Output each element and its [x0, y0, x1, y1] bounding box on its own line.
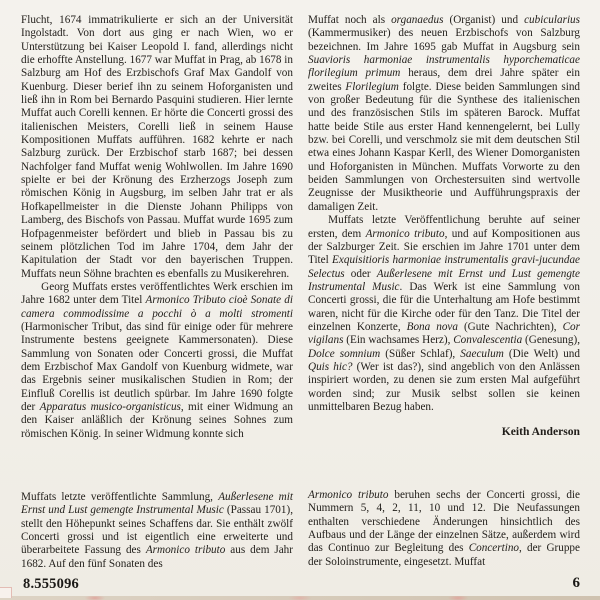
scan-edge-artifact — [0, 596, 600, 600]
paragraph-note-left: Muffats letzte veröffentlichte Sammlung, Außerlesene mit Ernst und Lust gemengte Instrumental Music (Passau 1701), stellt den Höhepunkt seines Schaffens dar. Sie enthält zwölf Concerti grossi und ist eigentlich eine erweiterte und überarbeitete Fassung des Armonico tributo aus dem Jahr 1682. Auf den fünf Sonaten des — [21, 491, 294, 570]
text-column-right — [308, 14, 580, 439]
page-number: 6 — [572, 575, 580, 591]
scan-corner-artifact — [0, 587, 12, 598]
catalog-number: 8.555096 — [23, 576, 79, 592]
paragraph-biography-continuation: Flucht, 1674 immatrikulierte er sich an der Universität Ingolstadt. Von dort aus ging er nach Wien, wo er Unterstützung bei Kaiser Leopold I. fand, allerdings nicht die erhoffte Anstellung. 1677 war Muffat in Prag, ab 1678 in Salzburg am Hof des Erzbischofs Graf Max Gandolf von Kuenburg. Dieser berief ihn zu seinem Hoforganisten und ließ ihn in Rom bei Bernardo Pasquini studieren. Hier lernte Muffat auch Corelli kennen. Er hörte die Concerti grossi des italienischen Meisters, Corelli ließ in seinem Hause Kompositionen Muffats aufführen. 1682 kehrte er nach Salzburg zurück. Der Erzbischof starb 1687; bei dessen Nachfolger fand Muffat wenig Wohlwollen. Im Jahre 1690 spielte er bei der Krönung des Erzherzogs Joseph zum römischen König in Augsburg, im selben Jahr trat er als Hofkapellmeister in die Dienste Johann Philipps von Lamberg, des Bischofs von Passau. Muffat wurde 1695 zum Hofpagenmeister befördert und blieb in Passau bis zu seinem plötzlichen Tod im Jahre 1704, dem Jahr der Kapitulation der Stadt vor den bayerischen Truppen. Muffats neun Söhne brachten es ebenfalls zu Musikerehren. — [21, 14, 293, 280]
author-signature: Keith Anderson — [501, 425, 580, 439]
paragraph-last-publication: Muffats letzte Veröffentlichung beruhte auf seiner ersten, dem Armonico tributo, und auf Kompositionen aus der Salzburger Zeit. Sie erschien im Jahre 1701 unter dem Titel Exquisitioris harmoniae instrumentalis gravi-jucundae Selectus oder Außerlesene mit Ernst und Lust gemengte Instrumental Music. Das Werk ist eine Sammlung von Concerti grossi, die für die Unterhaltung am Hofe bestimmt waren, nicht für die Kirche oder für den Tanz. Die Titel der einzelnen Konzerte, Bona nova (Gute Nachrichten), Cor vigilans (Ein wachsames Herz), Convalescentia (Genesung), Dolce somnium (Süßer Schlaf), Saeculum (Die Welt) und Quis hic? (Wer ist das?), sind angeblich von den Anlässen inspiriert worden, zu denen sie zum ersten Mal aufgeführt worden sind; zur Musik selbst sollen sie keinen unmittelbaren Bezug haben. — [308, 214, 581, 413]
text-column-left — [21, 14, 293, 441]
text-column-left-bottom — [21, 491, 293, 571]
text-column-right-bottom — [308, 489, 580, 569]
paragraph-florilegium: Muffat noch als organaedus (Organist) und cubicularius (Kammermusiker) des neuen Erzbischofs von Salzburg bezeichnen. Im Jahre 1695 gab Muffat in Augsburg sein Suavioris harmoniae instrumentalis hyporchematicae florilegium primum heraus, dem drei Jahre später ein zweites Florilegium folgte. Diese beiden Sammlungen sind von großer Bedeutung für die Synthese des italienischen und des französischen Stils im späteren Barock. Muffat hatte beide Stile aus erster Hand kennengelernt, bei Lully bzw. bei Corelli, und verschmolz sie mit dem deutschen Stil etwa eines Johann Kaspar Kerll, des Wiener Domorganisten und Hoforganisten in München. Muffats Vorworte zu den beiden Sammlungen von Orchestersuiten sind wertvolle Zeugnisse der Musiktheorie und Aufführungspraxis der damaligen Zeit. — [308, 14, 581, 213]
paragraph-armonico-tributo: Georg Muffats erstes veröffentlichtes Werk erschien im Jahre 1682 unter dem Titel Armonico Tributo cioè Sonate di camera commodissime a pocchi ò a molti stromenti (Harmonischer Tribut, das sind für einige oder für mehrere Instrumente bestens geeignete Kammersonaten). Diese Sammlung von Sonaten oder Concerti grossi, die Muffat dem Erzbischof Max Gandolf von Kuenburg widmete, war das Ergebnis seiner musikalischen Studien in Rom; der Einfluß Corellis ist deutlich spürbar. Im Jahre 1690 folgte der Apparatus musico-organisticus, mit einer Widmung an den Kaiser anläßlich der Krönung seines Sohnes zum römischen König. In seiner Widmung konnte sich — [21, 280, 293, 440]
paragraph-note-right: Armonico tributo beruhen sechs der Concerti grossi, die Nummern 5, 4, 2, 11, 10 und 12. Die Neufassungen enthalten verschiedene Änderungen hinsichtlich des Aufbaus und der Länge der einzelnen Sätze, außerdem wird das Continuo zur Begleitung des Concertino, der Gruppe der Soloinstrumente, eingesetzt. Muffat — [308, 489, 580, 568]
